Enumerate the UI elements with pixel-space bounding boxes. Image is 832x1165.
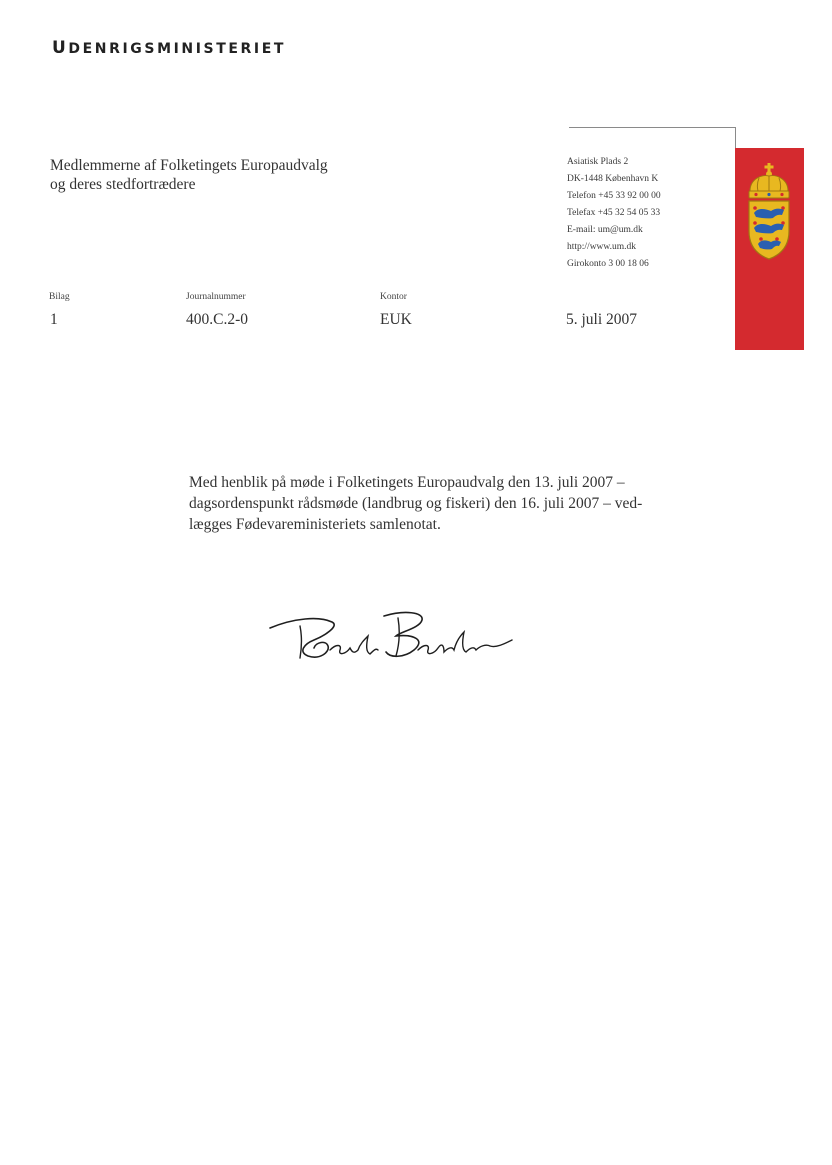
body-line-2: dagsordenspunkt rådsmøde (landbrug og fiskeri) den 16. juli 2007 – ved- (189, 495, 643, 512)
address-block (567, 154, 661, 273)
kontor-value: EUK (380, 311, 412, 328)
bilag-value: 1 (50, 311, 58, 328)
address-web: http://www.um.dk (567, 242, 637, 252)
coat-of-arms-icon (744, 161, 794, 261)
journal-label: Journalnummer (186, 292, 246, 302)
address-email: E-mail: um@um.dk (567, 225, 643, 235)
address-fax: Telefax +45 32 54 05 33 (567, 208, 661, 218)
letter-body (189, 472, 709, 535)
address-city: DK-1448 København K (567, 174, 659, 184)
address-rule-side (735, 127, 736, 148)
ministry-initial: U (52, 38, 69, 58)
ministry-name (52, 38, 286, 58)
signature (264, 606, 534, 670)
journal-value: 400.C.2-0 (186, 311, 248, 328)
address-rule-top (569, 127, 735, 128)
body-line-3: lægges Fødevareministeriets samlenotat. (189, 516, 441, 533)
letter-date: 5. juli 2007 (566, 311, 638, 328)
recipient-line-2: og deres stedfortrædere (50, 176, 196, 193)
address-giro: Girokonto 3 00 18 06 (567, 259, 649, 269)
body-line-1: Med henblik på møde i Folketingets Europaudvalg den 13. juli 2007 – (189, 474, 625, 491)
address-phone: Telefon +45 33 92 00 00 (567, 191, 661, 201)
ministry-rest: DENRIGSMINISTERIET (68, 41, 287, 57)
kontor-label: Kontor (380, 292, 407, 302)
red-band (735, 148, 804, 350)
recipient-line-1: Medlemmerne af Folketingets Europaudvalg (50, 157, 328, 174)
bilag-label: Bilag (49, 292, 70, 302)
recipient-block (50, 156, 328, 194)
address-street: Asiatisk Plads 2 (567, 157, 629, 167)
